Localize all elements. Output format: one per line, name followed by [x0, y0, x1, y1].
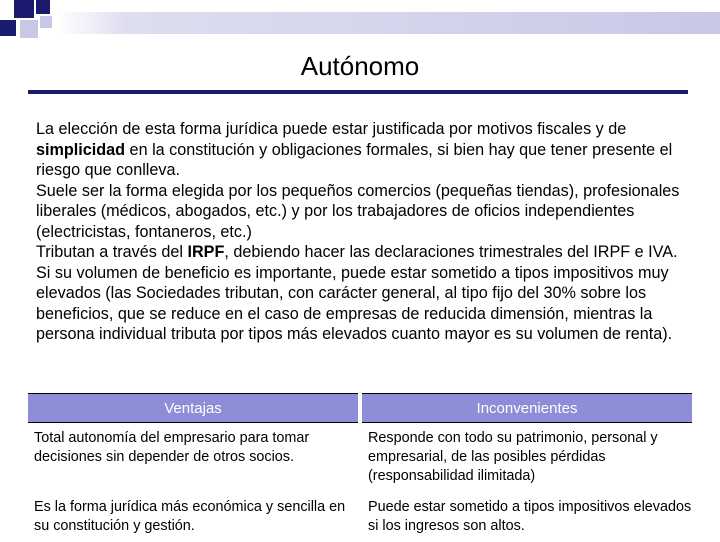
- text-segment: La elección de esta forma jurídica puede estar justificada por motivos fiscales y de: [36, 120, 627, 138]
- decor-square: [36, 0, 50, 14]
- paragraph-simplicity: [36, 119, 696, 181]
- table-row: [28, 492, 692, 542]
- table-cell: Responde con todo su patrimonio, personal y empresarial, de las posibles pérdidas (responsabilidad ilimitada): [368, 430, 658, 484]
- decor-square: [14, 0, 34, 18]
- header-ventajas: Ventajas: [28, 394, 358, 423]
- paragraph-usage: Suele ser la forma elegida por los pequeños comercios (pequeñas tiendas), profesionales liberales (médicos, abogados, etc.) y por los trabajadores de oficios independientes (electricistas, fontaneros, etc.): [36, 181, 680, 241]
- text-segment: , debiendo hacer las declaraciones trimestrales del IRPF e IVA. Si su volumen de beneficio es importante, puede estar sometido a tipos impositivos muy elevados (las Sociedades tributan, con carácter general, al tipo fijo del 30% sobre los beneficios, que se reduce en el caso de empresas de reducida dimensión, mientras la persona individual tributa por tipos más elevados cuanto mayor es su volumen de renta).: [36, 243, 678, 343]
- decor-square: [40, 16, 52, 28]
- header-decoration: [0, 0, 720, 40]
- bold-term-simplicidad: simplicidad: [36, 140, 126, 159]
- paragraph-taxation: [36, 242, 696, 345]
- decor-square: [0, 20, 16, 36]
- table-cell: Puede estar sometido a tipos impositivos elevados si los ingresos son altos.: [368, 499, 692, 534]
- text-segment: en la constitución y obligaciones formales, si bien hay que tener presente el riesgo que conlleva.: [36, 140, 673, 179]
- decor-gradient-bar: [58, 12, 720, 34]
- title-underline: [28, 90, 688, 94]
- bold-term-irpf: IRPF: [187, 243, 225, 261]
- table-row: [28, 423, 692, 493]
- text-segment: Tributan a través del: [36, 243, 188, 261]
- slide-body: [36, 119, 696, 345]
- table-header-row: [28, 394, 692, 423]
- table-cell: Total autonomía del empresario para tomar decisiones sin depender de otros socios.: [34, 430, 310, 465]
- header-inconvenientes: Inconvenientes: [362, 394, 692, 423]
- table-cell: Es la forma jurídica más económica y sencilla en su constitución y gestión.: [34, 499, 346, 534]
- comparison-table: [28, 393, 692, 542]
- decor-square: [20, 20, 38, 38]
- slide-title: Autónomo: [300, 51, 420, 81]
